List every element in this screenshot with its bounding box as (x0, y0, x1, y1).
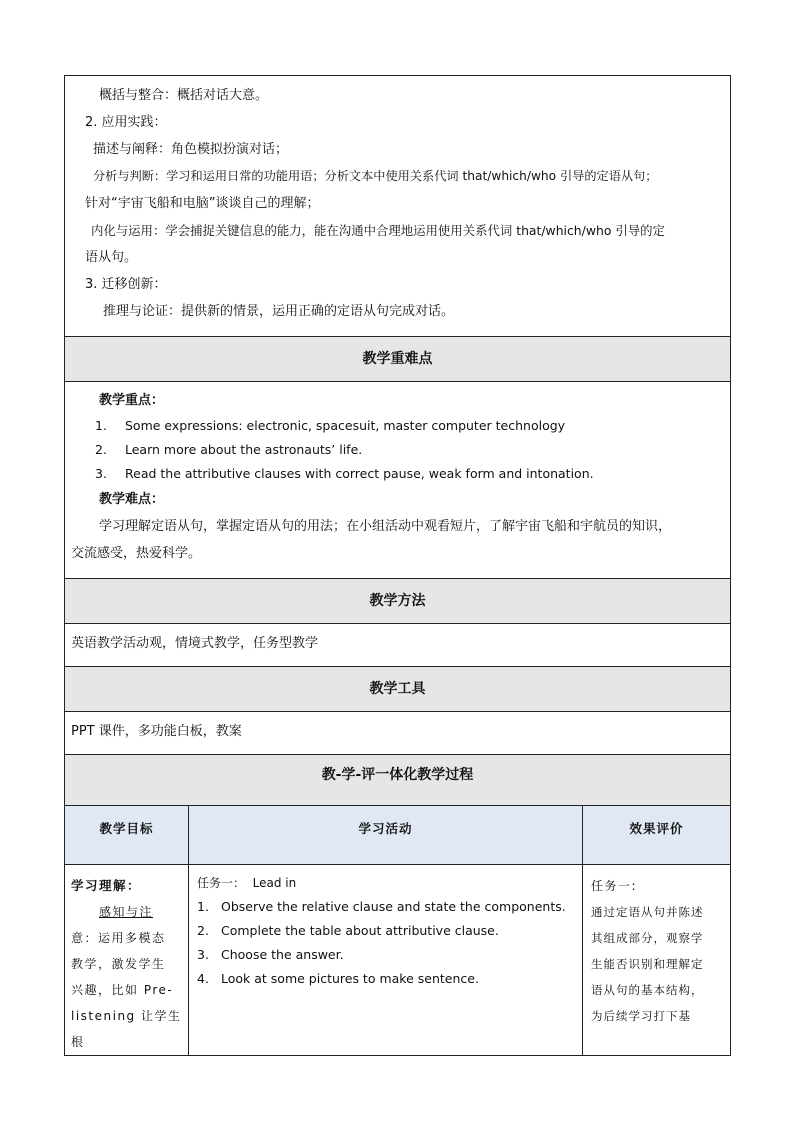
tools-title: 教学工具 (65, 667, 731, 712)
objective-line-describe: 描述与阐释：角色模拟扮演对话； (93, 142, 289, 157)
methods-title: 教学方法 (65, 579, 731, 624)
objective-line-summary: 概括与整合：概括对话大意。 (99, 88, 269, 103)
key-points-row (65, 382, 731, 579)
goal-line: 教学，激发学生 (71, 957, 166, 971)
methods-text: 英语教学活动观，情境式教学，任务型教学 (71, 636, 319, 651)
task-item: 3. Choose the answer. (197, 947, 344, 962)
objective-line-analyze: 分析与判断：学习和运用日常的功能用语；分析文本中使用关系代词 that/which/who 引导的定语从句； (93, 169, 658, 183)
eval-line: 其组成部分，观察学 (591, 931, 704, 945)
eval-line: 生能否识别和理解定 (591, 957, 704, 971)
eval-line: 语从句的基本结构， (591, 983, 704, 997)
col-header-goal: 教学目标 (65, 806, 189, 865)
goal-line: 意：运用多模态 (71, 931, 166, 945)
task-item: 1. Observe the relative clause and state the components. (197, 899, 566, 914)
lesson-plan-table (64, 75, 731, 1056)
eval-line: 通过定语从句并陈述 (591, 905, 704, 919)
eval-heading: 任务一: (591, 879, 638, 893)
goal-line: listening 让学生根 (71, 1009, 182, 1049)
objective-line-internalize: 内化与运用：学会捕捉关键信息的能力，能在沟通中合理地运用使用关系代词 that/which/who 引导的定 (91, 223, 665, 238)
objective-line-analyze-cont: 针对“宇宙飞船和电脑”谈谈自己的理解； (85, 196, 320, 211)
task-item: 2. Complete the table about attributive clause. (197, 923, 499, 938)
focus-item: 3. Read the attributive clauses with correct pause, weak form and intonation. (95, 466, 594, 481)
process-header-row (65, 806, 731, 865)
lesson-plan-document (64, 75, 730, 1056)
focus-item: 2. Learn more about the astronauts’ life. (95, 442, 363, 457)
objective-heading-transfer: 3. 迁移创新： (85, 277, 167, 292)
objective-line-reasoning: 推理与论证：提供新的情景，运用正确的定语从句完成对话。 (103, 304, 455, 319)
col-header-activity: 学习活动 (189, 806, 583, 865)
difficulty-label: 教学难点： (99, 492, 165, 507)
task-heading: 任务一： Lead in (197, 876, 297, 890)
focus-label: 教学重点： (99, 393, 165, 408)
objective-heading-application: 2. 应用实践： (85, 115, 167, 130)
objectives-row (65, 76, 731, 337)
process-title: 教-学-评一体化教学过程 (65, 755, 731, 806)
tools-text: PPT 课件，多功能白板，教案 (71, 724, 242, 739)
process-row (65, 865, 731, 1056)
difficulty-text-line: 学习理解定语从句，掌握定语从句的用法；在小组活动中观看短片，了解宇宙飞船和宇航员的知识， (99, 519, 672, 534)
eval-line: 为后续学习打下基 (591, 1009, 691, 1023)
focus-item: 1. Some expressions: electronic, spacesuit, master computer technology (95, 418, 566, 433)
difficulty-text-line: 交流感受，热爱科学。 (71, 546, 202, 561)
task-item: 4. Look at some pictures to make sentence. (197, 971, 479, 986)
goal-line: 兴趣，比如 Pre- (71, 983, 174, 997)
col-header-eval: 效果评价 (583, 806, 731, 865)
goal-label: 学习理解： (71, 878, 142, 893)
key-points-title: 教学重难点 (65, 337, 731, 382)
goal-line: 感知与注 (99, 905, 154, 919)
objective-line-internalize-cont: 语从句。 (85, 250, 138, 265)
